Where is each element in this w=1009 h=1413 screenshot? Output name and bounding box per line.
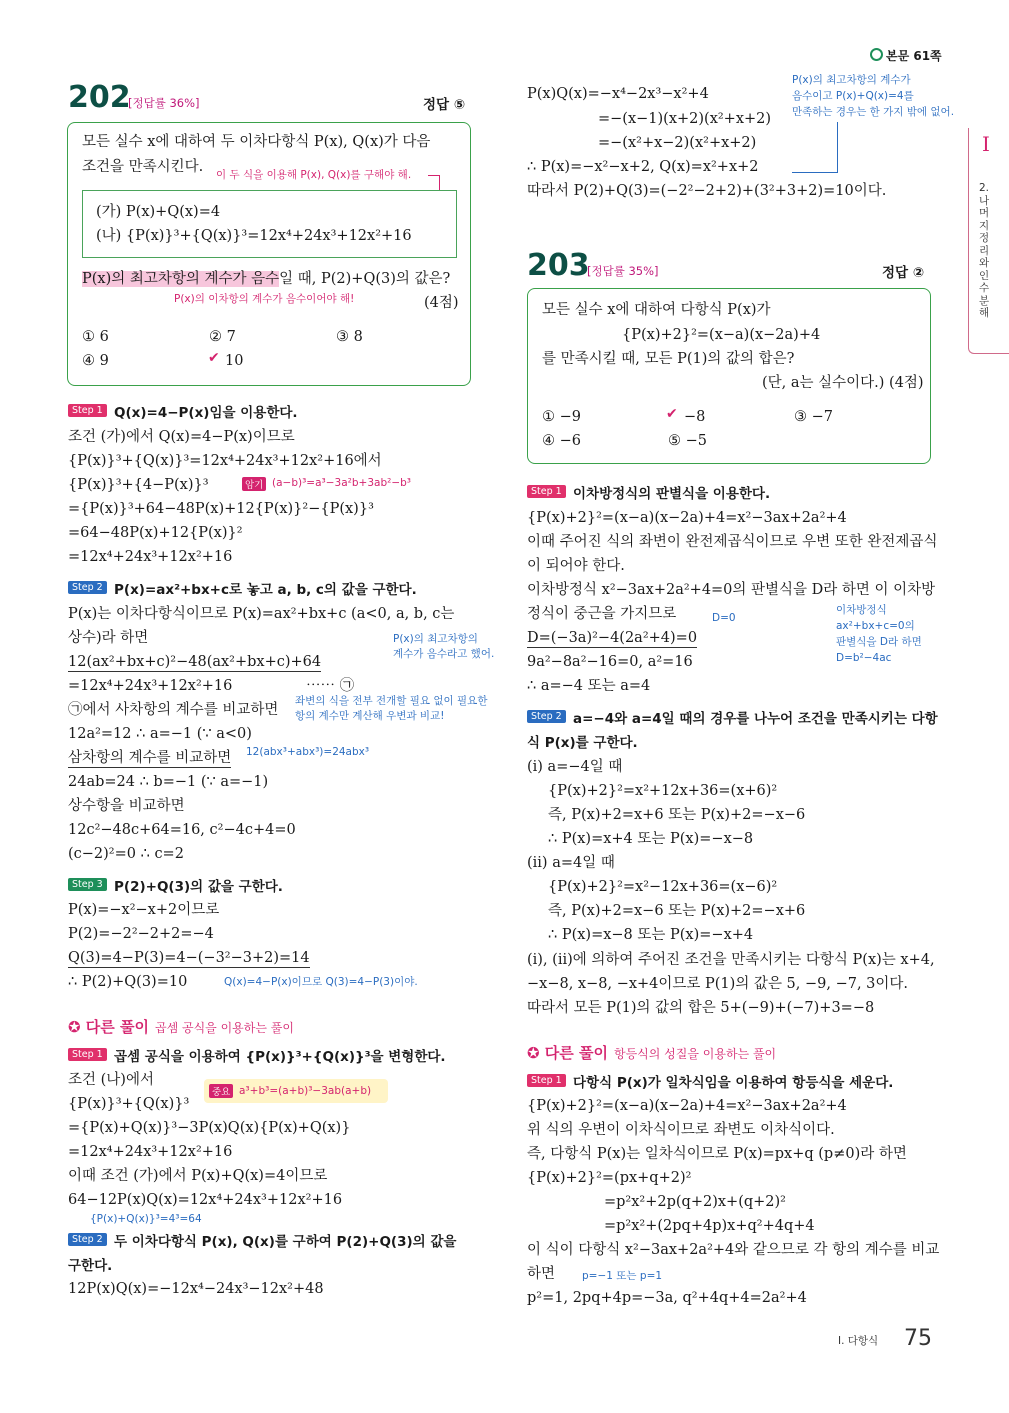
solution-line: 따라서 P(2)+Q(3)=(−2²−2+2)+(3²+3+2)=10이다.: [527, 183, 887, 199]
page-number: 75: [904, 1326, 932, 1351]
annotation: P(x)의 최고차항의 계수가: [792, 74, 911, 86]
solution-line: Q(3)=4−P(3)=4−(−3²−3+2)=14: [68, 950, 310, 966]
question-line: 모든 실수 x에 대하여 두 이차다항식 P(x), Q(x)가 다음: [82, 134, 431, 150]
solution-line: 이때 조건 (가)에서 P(x)+Q(x)=4이므로: [68, 1168, 328, 1184]
solution-line: 하면: [527, 1266, 556, 1282]
question-line: 를 만족시킬 때, 모든 P(1)의 값의 합은?: [542, 351, 795, 367]
question-line: (단, a는 실수이다.) (4점): [762, 375, 924, 391]
solution-line: 조건 (가)에서 Q(x)=4−P(x)이므로: [68, 429, 295, 445]
annotation: 이차방정식: [836, 604, 887, 616]
solution-line: =64−48P(x)+12{P(x)}²: [68, 525, 243, 541]
choice: ③ −7: [794, 409, 833, 425]
check-icon: ✔: [666, 406, 678, 422]
solution-line: 삼차항의 계수를 비교하면: [68, 750, 232, 766]
solution-line: 이 식이 다항식 x²−3ax+2a²+4와 같으므로 각 항의 계수를 비교: [527, 1242, 940, 1258]
solution-line: 64−12P(x)Q(x)=12x⁴+24x³+12x²+16: [68, 1192, 343, 1208]
choice: ④ 9: [82, 353, 109, 369]
annotation: 판별식을 D라 하면: [836, 636, 922, 648]
annotation: p=−1 또는 p=1: [582, 1270, 663, 1282]
condition: (나) {P(x)}³+{Q(x)}³=12x⁴+24x³+12x²+16: [96, 228, 412, 244]
condition-box: [82, 190, 457, 258]
question-line: P(x)의 최고차항의 계수가 음수일 때, P(2)+Q(3)의 값은?: [82, 271, 451, 287]
question-line: {P(x)+2}²=(x−a)(x−2a)+4: [622, 327, 821, 343]
solution-line: {P(x)+2}²=(x−a)(x−2a)+4=x²−3ax+2a²+4: [527, 510, 847, 526]
annotation: 계수가 음수라고 했어.: [393, 648, 495, 660]
answer-label: 정답 ②: [882, 265, 925, 281]
annotation: Q(x)=4−P(x)이므로 Q(3)=4−P(3)이야.: [224, 976, 418, 988]
choice: ④ −6: [542, 433, 581, 449]
solution-line: ㉠에서 사차항의 계수를 비교하면: [68, 702, 279, 718]
step-badge: Step 1: [527, 485, 566, 498]
solution-line: ={P(x)+Q(x)}³−3P(x)Q(x){P(x)+Q(x)}: [68, 1120, 351, 1136]
solution-line: 즉, P(x)+2=x+6 또는 P(x)+2=−x−6: [548, 807, 806, 823]
alt-solution-title: ✪ 다른 풀이 곱셈 공식을 이용하는 풀이: [68, 1018, 294, 1036]
choice-correct: 10: [225, 353, 244, 369]
solution-line: 12a²=12 ∴ a=−1 (∵ a<0): [68, 726, 252, 742]
solution-line: 즉, 다항식 P(x)는 일차식이므로 P(x)=px+q (p≠0)라 하면: [527, 1146, 907, 1162]
points: (4점): [424, 295, 459, 311]
step-badge: Step 1: [527, 1074, 566, 1087]
step-title: 두 이차다항식 P(x), Q(x)를 구하여 P(2)+Q(3)의 값을: [114, 1234, 457, 1250]
solution-line: {P(x)+2}²=(px+q+2)²: [527, 1170, 692, 1186]
circle-icon: [870, 48, 883, 61]
annotation: 항의 계수만 계산해 우변과 비교!: [295, 710, 445, 722]
solution-line: =12x⁴+24x³+12x²+16: [68, 1144, 233, 1160]
annotation: 12(abx³+abx³)=24abx³: [246, 746, 370, 758]
annotation: P(x)의 최고차항의: [393, 633, 478, 645]
solution-line: P(x)=−x²−x+2이므로: [68, 902, 220, 918]
annotation: D=0: [712, 612, 736, 624]
condition: (가) P(x)+Q(x)=4: [96, 204, 221, 220]
step-title: P(2)+Q(3)의 값을 구한다.: [114, 879, 283, 895]
solution-line: ∴ P(x)=x−8 또는 P(x)=−x+4: [548, 927, 754, 943]
step-title: 구한다.: [68, 1258, 113, 1274]
step-title: 곱셈 공식을 이용하여 {P(x)}³+{Q(x)}³을 변형한다.: [114, 1049, 446, 1065]
important-tag: 중요: [209, 1084, 233, 1098]
correct-rate: [정답률 35%]: [587, 264, 659, 278]
solution-line: D=(−3a)²−4(2a²+4)=0: [527, 630, 698, 646]
solution-line: 위 식의 우변이 이차식이므로 좌변도 이차식이다.: [527, 1122, 835, 1138]
choice: ① −9: [542, 409, 581, 425]
choice: ⑤ −5: [668, 433, 707, 449]
problem-number: 203: [527, 248, 590, 283]
memo-tag: 암기: [242, 477, 266, 491]
annotation: 음수이고 P(x)+Q(x)=4를: [792, 90, 914, 102]
solution-line: ={P(x)}³+64−48P(x)+12{P(x)}²−{P(x)}³: [68, 501, 374, 517]
solution-line: −x−8, x−8, −x+4이므로 P(1)의 값은 5, −9, −7, 3이다.: [527, 976, 909, 992]
solution-line: =−(x²+x−2)(x²+x+2): [598, 135, 757, 151]
choice: ③ 8: [336, 329, 363, 345]
solution-line: ∴ P(x)=−x²−x+2, Q(x)=x²+x+2: [527, 159, 759, 175]
solution-line: =p²x²+(2pq+4p)x+q²+4q+4: [604, 1218, 815, 1234]
solution-line: 따라서 모든 P(1)의 값의 합은 5+(−9)+(−7)+3=−8: [527, 1000, 875, 1016]
annotation: 만족하는 경우는 한 가지 밖에 없어.: [792, 106, 955, 118]
equation-label: ⋯⋯ ㉠: [306, 678, 355, 694]
step-badge: Step 2: [68, 1233, 107, 1246]
solution-line: P(x)Q(x)=−x⁴−2x³−x²+4: [527, 86, 709, 102]
annotation: ax²+bx+c=0의: [836, 620, 915, 632]
solution-line: P(x)는 이차다항식이므로 P(x)=ax²+bx+c (a<0, a, b, c는: [68, 606, 455, 622]
solution-line: 이 되어야 한다.: [527, 558, 625, 574]
step-title: 이차방정식의 판별식을 이용한다.: [573, 486, 771, 502]
step-badge: Step 2: [68, 581, 107, 594]
solution-line: (c−2)²=0 ∴ c=2: [68, 846, 184, 862]
problem-number: 202: [68, 80, 131, 115]
solution-line: {P(x)+2}²=x²−12x+36=(x−6)²: [548, 879, 778, 895]
step-badge: Step 1: [68, 404, 107, 417]
solution-line: ∴ a=−4 또는 a=4: [527, 678, 651, 694]
solution-line: 정식이 중근을 가지므로: [527, 606, 677, 622]
step-badge: Step 3: [68, 878, 107, 891]
choice: ① 6: [82, 329, 109, 345]
annotation: 좌변의 식을 전부 전개할 필요 없이 필요한: [295, 695, 488, 707]
question-line: 모든 실수 x에 대하여 다항식 P(x)가: [542, 302, 771, 318]
step-title: 다항식 P(x)가 일차식임을 이용하여 항등식을 세운다.: [573, 1075, 894, 1091]
solution-line: p²=1, 2pq+4p=−3a, q²+4q+4=2a²+4: [527, 1290, 807, 1306]
chapter-tab-number: I: [982, 132, 990, 156]
page-reference: 본문 61쪽: [870, 47, 942, 64]
solution-line: 9a²−8a²−16=0, a²=16: [527, 654, 693, 670]
step-title: P(x)=ax²+bx+c로 놓고 a, b, c의 값을 구한다.: [114, 582, 417, 598]
solution-line: ∴ P(2)+Q(3)=10: [68, 974, 188, 990]
annotation: D=b²−4ac: [836, 652, 892, 664]
annotation: (a−b)³=a³−3a²b+3ab²−b³: [272, 477, 411, 489]
annotation: P(x)의 이차항의 계수가 음수이어야 해!: [174, 293, 355, 305]
solution-line: 상수)라 하면: [68, 630, 149, 646]
solution-line: {P(x)}³+{Q(x)}³: [68, 1096, 190, 1112]
solution-line: 12(ax²+bx+c)²−48(ax²+bx+c)+64: [68, 654, 322, 670]
solution-line: 상수항을 비교하면: [68, 798, 185, 814]
correct-rate: [정답률 36%]: [128, 96, 200, 110]
solution-line: (ⅱ) a=4일 때: [527, 855, 615, 871]
solution-line: P(2)=−2²−2+2=−4: [68, 926, 214, 942]
solution-line: 이차방정식 x²−3ax+2a²+4=0의 판별식을 D라 하면 이 이차방: [527, 582, 936, 598]
step-title: 식 P(x)를 구한다.: [527, 735, 638, 751]
step-title: Q(x)=4−P(x)임을 이용한다.: [114, 405, 298, 421]
step-title: a=−4와 a=4일 때의 경우를 나누어 조건을 만족시키는 다항: [573, 711, 938, 727]
solution-line: {P(x)}³+{4−P(x)}³: [68, 477, 209, 493]
annotation: {P(x)+Q(x)}³=4³=64: [90, 1213, 202, 1225]
question-line: 조건을 만족시킨다.: [82, 159, 204, 175]
footer-chapter: I. 다항식: [838, 1335, 879, 1347]
alt-solution-title: ✪ 다른 풀이 항등식의 성질을 이용하는 풀이: [527, 1044, 777, 1062]
solution-line: (ⅰ), (ⅱ)에 의하여 주어진 조건을 만족시키는 다항식 P(x)는 x+4,: [527, 952, 935, 968]
solution-line: =p²x²+2p(q+2)x+(q+2)²: [604, 1194, 786, 1210]
solution-line: {P(x)+2}²=(x−a)(x−2a)+4=x²−3ax+2a²+4: [527, 1098, 847, 1114]
chapter-tab-title: 2. 나머지정리와 인수분해: [979, 182, 990, 319]
solution-line: {P(x)}³+{Q(x)}³=12x⁴+24x³+12x²+16에서: [68, 453, 382, 469]
answer-label: 정답 ⑤: [423, 97, 466, 113]
solution-line: {P(x)+2}²=x²+12x+36=(x+6)²: [548, 783, 778, 799]
solution-line: 즉, P(x)+2=x−6 또는 P(x)+2=−x+6: [548, 903, 806, 919]
check-icon: ✔: [208, 350, 220, 366]
solution-line: =12x⁴+24x³+12x²+16: [68, 549, 233, 565]
solution-line: 이때 주어진 식의 좌변이 완전제곱식이므로 우변 또한 완전제곱식: [527, 534, 938, 550]
solution-line: ∴ P(x)=x+4 또는 P(x)=−x−8: [548, 831, 754, 847]
solution-line: 12c²−48c+64=16, c²−4c+4=0: [68, 822, 296, 838]
choice: ② 7: [209, 329, 236, 345]
step-badge: Step 2: [527, 710, 566, 723]
step-badge: Step 1: [68, 1048, 107, 1061]
annotation: 이 두 식을 이용해 P(x), Q(x)를 구해야 해.: [216, 169, 412, 181]
solution-line: 12P(x)Q(x)=−12x⁴−24x³−12x²+48: [68, 1281, 324, 1297]
solution-line: =−(x−1)(x+2)(x²+x+2): [598, 111, 772, 127]
choice-correct: −8: [684, 409, 706, 425]
solution-line: 24ab=24 ∴ b=−1 (∵ a=−1): [68, 774, 269, 790]
annotation: a³+b³=(a+b)³−3ab(a+b): [239, 1085, 372, 1097]
solution-line: (ⅰ) a=−4일 때: [527, 759, 623, 775]
solution-line: =12x⁴+24x³+12x²+16: [68, 678, 233, 694]
solution-line: 조건 (나)에서: [68, 1072, 154, 1088]
